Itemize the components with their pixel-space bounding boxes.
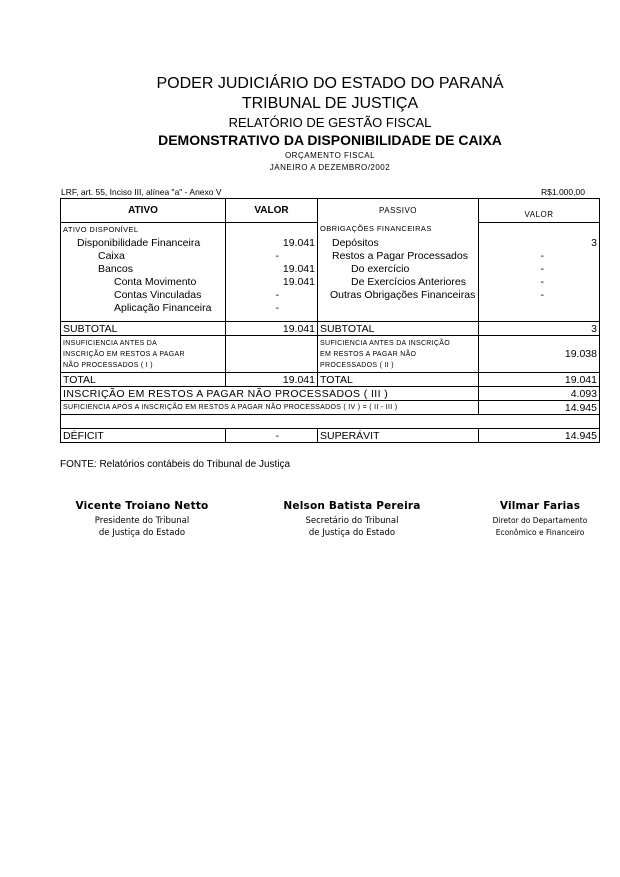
header-valor-ativo: VALOR [226,199,318,223]
ativo-label: Caixa [61,249,226,262]
ativo-total-value: 19.041 [226,373,318,387]
table-row [61,275,600,288]
header-period: JANEIRO A DEZEMBRO/2002 [269,163,391,172]
inscricao-label: INSCRIÇÃO EM RESTOS A PAGAR NÃO PROCESSADOS ( III ) [61,387,479,401]
table-row [61,249,600,262]
ativo-subtotal-value: 19.041 [226,322,318,336]
subtotal-row [61,322,600,336]
passivo-value [479,223,600,237]
ativo-label: Bancos [61,262,226,275]
passivo-label: Depósitos [318,236,479,249]
passivo-value: - [479,288,600,301]
ativo-value: - [226,249,318,262]
inscricao-row [61,387,600,401]
superavit-label: SUPERÁVIT [318,429,479,443]
page-title: DEMONSTRATIVO DA DISPONIBILIDADE DE CAIXA [158,132,502,148]
insuficiencia-value [226,336,318,373]
currency-unit: R$1.000,00 [541,187,585,197]
suficiencia-label: SUFICIENCIA ANTES DA INSCRIÇÃO EM RESTOS A PAGAR NÃO PROCESSADOS ( II ) [318,336,479,373]
passivo-subtotal-label: SUBTOTAL [318,322,479,336]
table-row [61,301,600,314]
suficiencia-apos-label: SUFICIENCIA APÓS A INSCRIÇÃO EM RESTOS A PAGAR NÃO PROCESSADOS ( IV ) = ( II - III ) [61,401,479,415]
table-row [61,223,600,237]
passivo-total-label: TOTAL [318,373,479,387]
spacer-row [61,415,600,429]
passivo-label: De Exercícios Anteriores [318,275,479,288]
suficiencia-apos-row [61,401,600,415]
legal-reference: LRF, art. 55, Inciso III, alínea "a" - Anexo V [61,187,222,197]
ativo-value: - [226,301,318,314]
insuficiencia-label: INSUFICIENCIA ANTES DA INSCRIÇÃO EM RESTOS A PAGAR NÃO PROCESSADOS ( I ) [61,336,226,373]
suficiencia-value: 19.038 [479,336,600,373]
passivo-label [318,301,479,314]
spacer-row [61,314,600,322]
signature-president: Vicente Troiano Netto Presidente do Tribunal de Justiça do Estado [75,500,209,538]
passivo-value [479,301,600,314]
table-row [61,236,600,249]
passivo-label: Restos a Pagar Processados [318,249,479,262]
passivo-label: Do exercício [318,262,479,275]
table-row [61,262,600,275]
ativo-total-label: TOTAL [61,373,226,387]
header-institution: PODER JUDICIÁRIO DO ESTADO DO PARANÁ [156,75,504,92]
superavit-value: 14.945 [479,429,600,443]
deficit-label: DÉFICIT [61,429,226,443]
signature-director: Vilmar Farias Diretor do Departamento Econômico e Financeiro [492,500,588,537]
deficit-row [61,429,600,443]
cash-availability-table [60,198,600,443]
passivo-value: - [479,262,600,275]
ativo-label: Disponibilidade Financeira [61,236,226,249]
ativo-value: 19.041 [226,275,318,288]
ativo-label: Conta Movimento [61,275,226,288]
inscricao-value: 4.093 [479,387,600,401]
ativo-value: 19.041 [226,236,318,249]
table-header [61,199,600,223]
ativo-value: - [226,288,318,301]
header-court: TRIBUNAL DE JUSTIÇA [241,95,419,112]
passivo-total-value: 19.041 [479,373,600,387]
header-passivo: PASSIVO [318,199,479,223]
passivo-value: - [479,275,600,288]
ativo-subtotal-label: SUBTOTAL [61,322,226,336]
signature-secretary: Nelson Batista Pereira Secretário do Tribunal de Justiça do Estado [283,500,421,538]
passivo-label: OBRIGAÇÕES FINANCEIRAS [318,223,479,237]
passivo-label: Outras Obrigações Financeiras [318,288,479,301]
ativo-label: ATIVO DISPONÍVEL [61,223,226,237]
passivo-value: - [479,249,600,262]
header-report: RELATÓRIO DE GESTÃO FISCAL [228,115,432,130]
header-budget: ORÇAMENTO FISCAL [284,151,376,160]
deficit-value: - [226,429,318,443]
ativo-value [226,223,318,237]
insuficiencia-row [61,336,600,373]
suficiencia-apos-value: 14.945 [479,401,600,415]
passivo-subtotal-value: 3 [479,322,600,336]
ativo-value: 19.041 [226,262,318,275]
ativo-label: Contas Vinculadas [61,288,226,301]
ativo-label: Aplicação Financeira [61,301,226,314]
total-row [61,373,600,387]
header-valor-passivo: VALOR [479,199,600,223]
header-ativo: ATIVO [61,199,226,223]
passivo-value: 3 [479,236,600,249]
table-row [61,288,600,301]
source-note: FONTE: Relatórios contábeis do Tribunal de Justiça [60,459,291,470]
